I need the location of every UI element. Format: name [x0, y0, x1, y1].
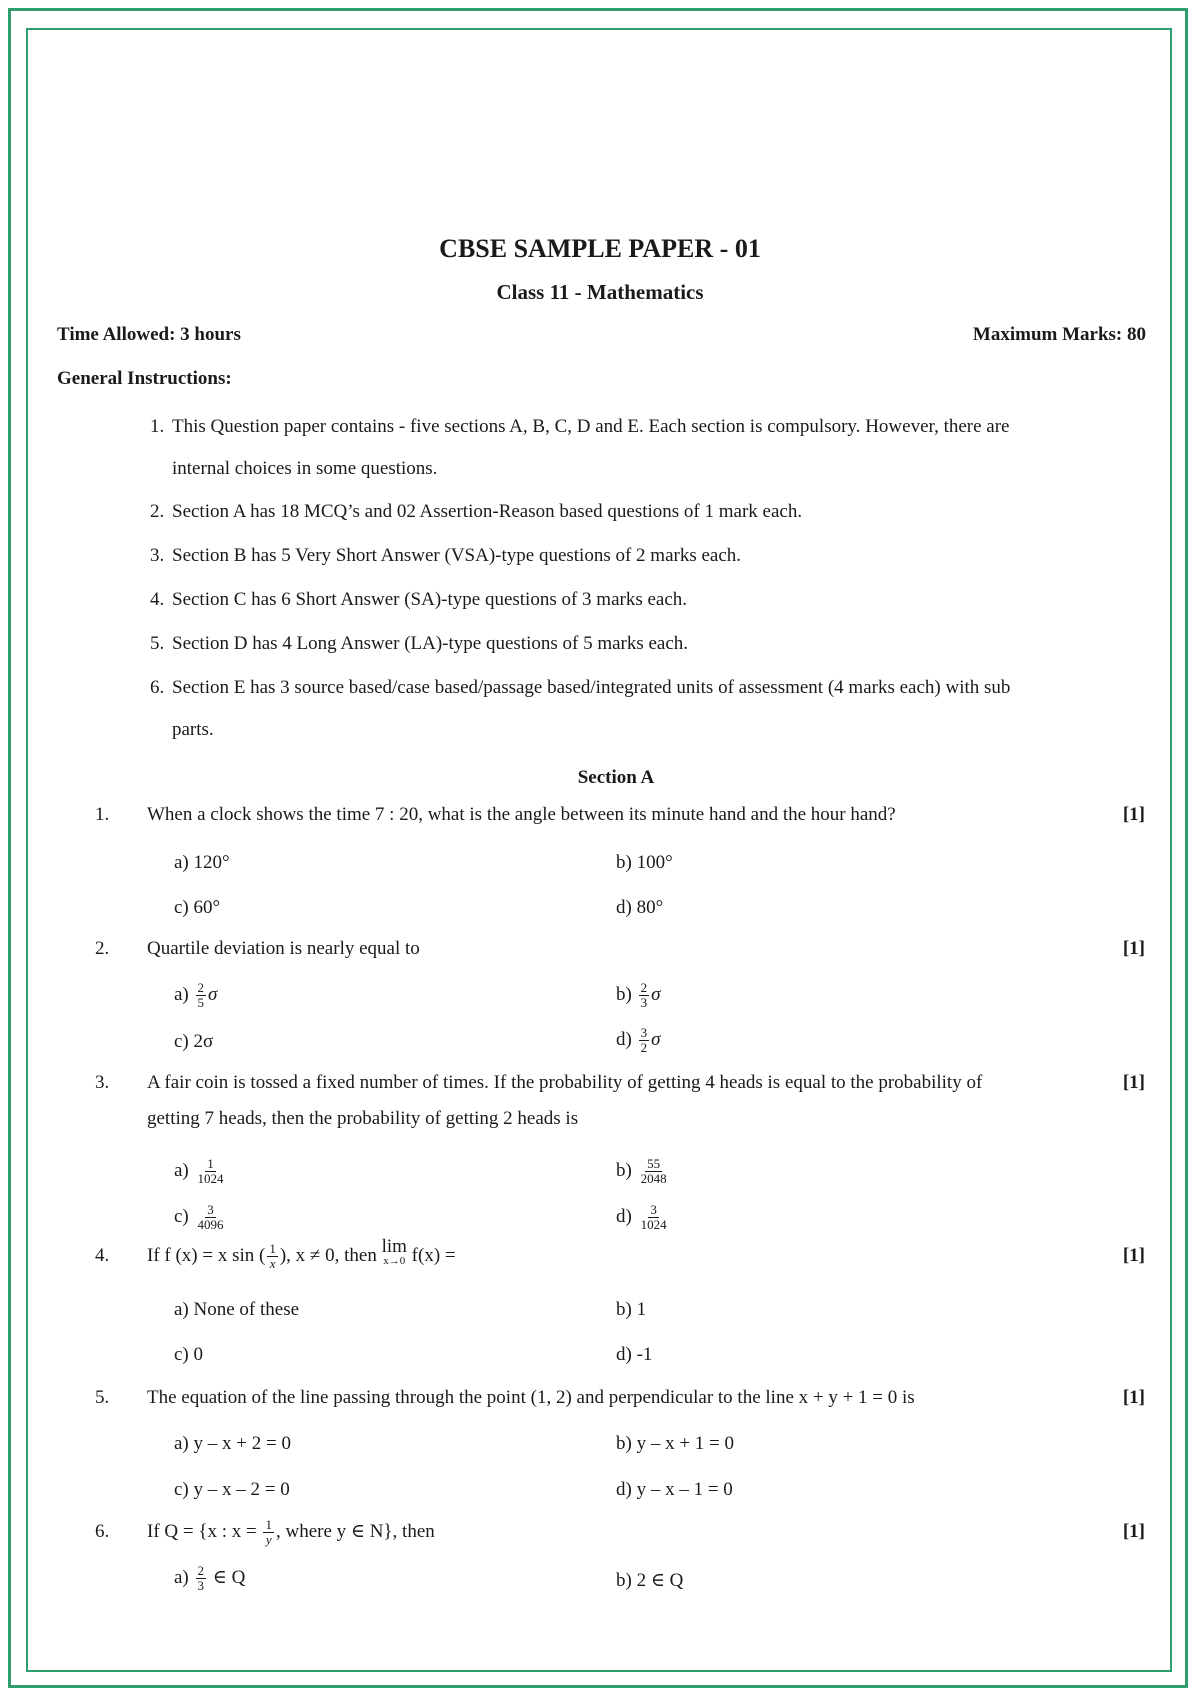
- denominator: 2048: [640, 1171, 667, 1187]
- numerator: 3: [650, 1202, 657, 1218]
- numerator: 55: [647, 1156, 661, 1172]
- instruction-text: This Question paper contains - five sections A, B, C, D and E. Each section is compulsory. However, there are: [172, 416, 1010, 437]
- question-number: 1.: [95, 804, 110, 825]
- option-a: a) 120°: [174, 852, 230, 873]
- instruction-number: 4.: [150, 589, 165, 610]
- numerator: 1: [265, 1517, 272, 1533]
- question-text: [147, 1238, 1077, 1274]
- sigma-symbol: σ: [208, 984, 218, 1005]
- option-label: b): [616, 1160, 632, 1181]
- option-b: [616, 980, 660, 1010]
- question-text-mid: ), x ≠ 0, then: [279, 1245, 382, 1266]
- question-marks: [1]: [1122, 938, 1145, 959]
- question-text: [147, 1065, 1077, 1137]
- denominator: 3: [197, 1578, 205, 1594]
- question-marks: [1]: [1122, 1387, 1145, 1408]
- option-d: [616, 1025, 660, 1055]
- instruction-number: 5.: [150, 633, 165, 654]
- question-number: 2.: [95, 938, 110, 959]
- question-text-post: f(x) =: [406, 1245, 456, 1266]
- denominator: 3: [640, 995, 648, 1011]
- instruction-number: 3.: [150, 545, 165, 566]
- option-a: [174, 1156, 228, 1186]
- instructions-heading: General Instructions:: [57, 368, 232, 389]
- paper-title: CBSE SAMPLE PAPER - 01: [439, 234, 761, 263]
- fraction: [196, 1157, 226, 1186]
- fraction: [196, 981, 207, 1010]
- question-text-pre: If Q = {x : x =: [147, 1521, 262, 1542]
- option-text: ∈ Q: [208, 1567, 246, 1588]
- question-text-line-2: getting 7 heads, then the probability of getting 2 heads is: [147, 1108, 579, 1129]
- question-text: Quartile deviation is nearly equal to: [147, 938, 420, 959]
- question-text-pre: If f (x) = x sin (: [147, 1245, 266, 1266]
- section-heading: Section A: [577, 767, 655, 788]
- paper-subtitle: Class 11 - Mathematics: [496, 280, 704, 304]
- option-c: c) y – x – 2 = 0: [174, 1479, 290, 1500]
- option-a: [174, 1563, 245, 1593]
- limit-label: lim: [381, 1236, 407, 1257]
- instruction-item: [150, 491, 1110, 533]
- denominator: 5: [197, 995, 205, 1011]
- option-b: b) 2 ∈ Q: [616, 1570, 684, 1591]
- instruction-text: Section D has 4 Long Answer (LA)-type questions of 5 marks each.: [172, 633, 689, 654]
- option-label: b): [616, 984, 632, 1005]
- limit-operator: [382, 1238, 407, 1267]
- fraction: [196, 1203, 226, 1232]
- option-label: d): [616, 1206, 632, 1227]
- instruction-number: 6.: [150, 677, 165, 698]
- numerator: 2: [640, 980, 648, 996]
- option-label: a): [174, 1160, 189, 1181]
- instruction-number: 2.: [150, 501, 165, 522]
- question-number: 6.: [95, 1521, 110, 1542]
- option-label: a): [174, 1567, 189, 1588]
- instruction-item: [150, 623, 1110, 665]
- option-c: [174, 1202, 228, 1232]
- fraction: [639, 1203, 669, 1232]
- option-b: b) 1: [616, 1299, 647, 1320]
- sigma-symbol: σ: [651, 984, 661, 1005]
- question-number: 5.: [95, 1387, 110, 1408]
- option-d: d) 80°: [616, 897, 664, 918]
- question-number: 3.: [95, 1072, 110, 1093]
- instruction-number: 1.: [150, 416, 165, 437]
- fraction: [639, 1026, 650, 1055]
- option-c: c) 0: [174, 1344, 204, 1365]
- option-a: a) None of these: [174, 1299, 300, 1320]
- question-marks: [1]: [1122, 1521, 1145, 1542]
- question-text-line-1: A fair coin is tossed a fixed number of times. If the probability of getting 4 heads is equal to the probability of: [147, 1072, 983, 1093]
- option-d: [616, 1202, 671, 1232]
- sigma-symbol: σ: [651, 1029, 661, 1050]
- denominator: x: [269, 1256, 276, 1272]
- question-text: When a clock shows the time 7 : 20, what is the angle between its minute hand and the hour hand?: [147, 804, 896, 825]
- maximum-marks: Maximum Marks: 80: [972, 324, 1146, 345]
- option-d: d) y – x – 1 = 0: [616, 1479, 733, 1500]
- option-c: c) 60°: [174, 897, 221, 918]
- denominator: 4096: [197, 1217, 224, 1233]
- option-label: a): [174, 984, 189, 1005]
- fraction: [639, 981, 650, 1010]
- fraction: [263, 1518, 274, 1547]
- instruction-text: Section B has 5 Very Short Answer (VSA)-type questions of 2 marks each.: [172, 545, 742, 566]
- option-b: [616, 1156, 671, 1186]
- numerator: 3: [207, 1202, 214, 1218]
- denominator: 2: [640, 1040, 648, 1056]
- option-label: c): [174, 1206, 189, 1227]
- instruction-text: Section A has 18 MCQ’s and 02 Assertion-Reason based questions of 1 mark each.: [172, 501, 803, 522]
- fraction: [196, 1564, 207, 1593]
- question-text: [147, 1514, 1077, 1550]
- instruction-continuation: parts.: [172, 719, 214, 740]
- time-allowed: Time Allowed: 3 hours: [57, 324, 241, 345]
- denominator: 1024: [197, 1171, 224, 1187]
- question-number: 4.: [95, 1245, 110, 1266]
- instruction-item: [150, 579, 1110, 621]
- question-marks: [1]: [1122, 1072, 1145, 1093]
- numerator: 2: [197, 1563, 205, 1579]
- instruction-text: Section E has 3 source based/case based/passage based/integrated units of assessment (4 marks each) with sub: [172, 677, 1011, 698]
- option-b: b) y – x + 1 = 0: [616, 1433, 735, 1454]
- denominator: y: [265, 1532, 272, 1548]
- question-marks: [1]: [1122, 804, 1145, 825]
- option-c: c) 2σ: [174, 1031, 214, 1052]
- instruction-item: [150, 535, 1110, 577]
- question-marks: [1]: [1122, 1245, 1145, 1266]
- option-label: d): [616, 1029, 632, 1050]
- numerator: 1: [207, 1156, 214, 1172]
- fraction: [267, 1242, 278, 1271]
- option-a: a) y – x + 2 = 0: [174, 1433, 291, 1454]
- instruction-item: [150, 406, 1110, 490]
- numerator: 2: [197, 980, 205, 996]
- instruction-continuation: internal choices in some questions.: [172, 458, 438, 479]
- fraction: [639, 1157, 669, 1186]
- option-d: d) -1: [616, 1344, 653, 1365]
- instruction-text: Section C has 6 Short Answer (SA)-type questions of 3 marks each.: [172, 589, 688, 610]
- option-a: [174, 980, 217, 1010]
- denominator: 1024: [640, 1217, 667, 1233]
- question-text-post: , where y ∈ N}, then: [275, 1521, 435, 1542]
- numerator: 1: [269, 1241, 276, 1257]
- option-b: b) 100°: [616, 852, 673, 873]
- question-text: The equation of the line passing through the point (1, 2) and perpendicular to the line x + y + 1 = 0 is: [147, 1387, 915, 1408]
- numerator: 3: [640, 1025, 648, 1041]
- limit-subscript: x→0: [383, 1255, 406, 1267]
- instruction-item: [150, 667, 1110, 751]
